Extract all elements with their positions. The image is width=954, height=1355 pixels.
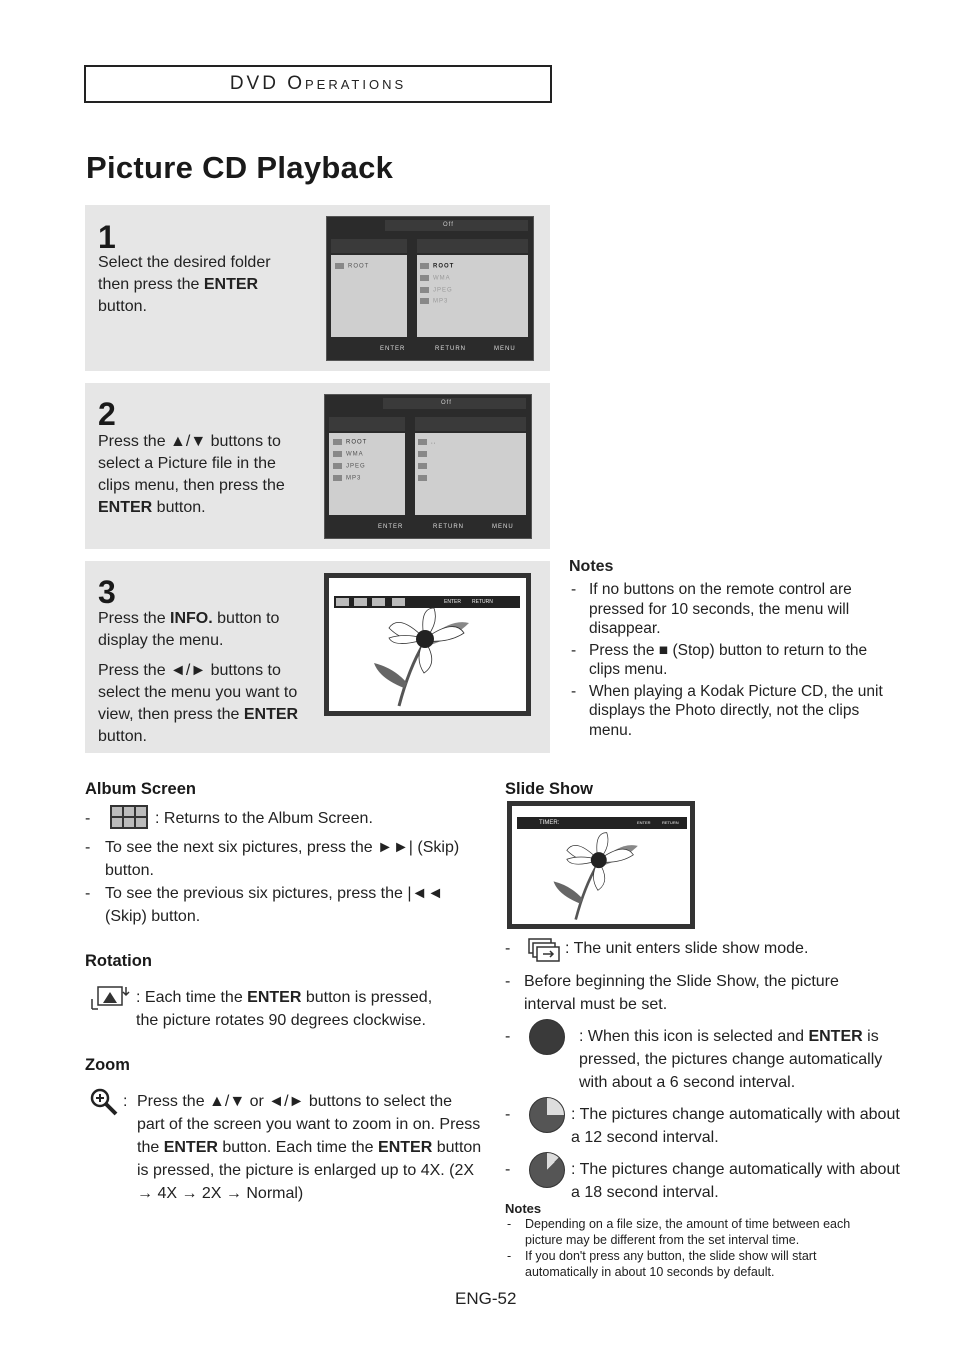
flower-image <box>329 578 526 711</box>
step-1-panel <box>85 205 550 371</box>
page-number: ENG-52 <box>455 1289 517 1308</box>
small-note-item: - Depending on a file size, the amount of time between each picture may be different from the set interval time. <box>505 1216 885 1248</box>
rotation-text: : Each time the ENTER button is pressed, the picture rotates 90 degrees clockwise. <box>136 989 433 1029</box>
step-number: 3 <box>98 574 116 610</box>
osd-root: ROOT <box>348 263 370 270</box>
page-title: Picture CD Playback <box>86 150 394 185</box>
step-3-panel <box>85 561 550 753</box>
step-number: 1 <box>98 219 116 255</box>
section-header <box>84 65 552 103</box>
osd-clips-menu: Off ROOT WMA JPEG MP3 .. ENTER RETURN MENU <box>324 394 532 539</box>
step-number: 2 <box>98 396 116 432</box>
step-text: Select the desired folder then press the ENTER button. <box>98 254 271 315</box>
slide-item-4: - : The pictures change automatically with about a 12 second interval. <box>505 1103 900 1149</box>
notes-section <box>569 558 899 742</box>
flower-image <box>512 806 690 924</box>
picture-preview <box>324 573 531 716</box>
slide-item-5: - : The pictures change automatically with about a 18 second interval. <box>505 1158 900 1204</box>
slide-show-title: Slide Show <box>505 780 594 798</box>
notes-title: Notes <box>569 558 614 575</box>
album-screen-title: Album Screen <box>85 780 196 798</box>
note-item: - Press the ■ (Stop) button to return to the clips menu. <box>569 641 899 680</box>
slide-item-3: - : When this icon is selected and ENTER is pressed, the pictures change automatically with about a 6 second interval. <box>505 1025 900 1094</box>
album-item-2: - To see the next six pictures, press the ►►| (Skip) button. <box>85 839 460 879</box>
album-item-3: - To see the previous six pictures, press the |◄◄ (Skip) button. <box>85 885 444 925</box>
small-notes-title: Notes <box>505 1201 542 1216</box>
rotate-icon <box>90 983 132 1011</box>
slide-show-toolbar: TIMER: ENTER RETURN <box>517 817 687 829</box>
zoom-title: Zoom <box>85 1056 130 1074</box>
section-title: DVD Operations <box>229 73 407 94</box>
zoom-icon <box>89 1088 119 1116</box>
rotation-title: Rotation <box>85 952 152 970</box>
note-item: - If no buttons on the remote control are pressed for 10 seconds, the menu will disappear. <box>569 580 899 639</box>
step-2-panel <box>85 383 550 549</box>
small-note-item: - If you don't press any button, the slide show will start automatically in about 10 seconds by default. <box>505 1248 885 1280</box>
step-text: Press the INFO. button to display the menu. Press the ◄/► buttons to select the menu you want to view, then press the ENTER button. <box>98 610 299 745</box>
slide-item-2: - Before beginning the Slide Show, the picture interval must be set. <box>505 973 839 1013</box>
timer-6s-icon <box>529 1019 565 1055</box>
step-text: Press the ▲/▼ buttons to select a Picture file in the clips menu, then press the ENTER button. <box>98 433 285 516</box>
zoom-colon: : <box>123 1093 128 1110</box>
album-grid-icon <box>110 805 148 829</box>
picture-toolbar: ENTER RETURN <box>334 596 520 608</box>
slide-show-notes <box>505 1201 885 1280</box>
slide-show-icon <box>527 937 563 970</box>
timer-18s-icon <box>529 1152 565 1188</box>
slide-show-preview <box>507 801 695 929</box>
osd-status: Off <box>443 222 454 228</box>
timer-12s-icon <box>529 1097 565 1133</box>
note-item: - When playing a Kodak Picture CD, the unit displays the Photo directly, not the clips menu. <box>569 682 899 741</box>
zoom-text: Press the ▲/▼ or ◄/► buttons to select the part of the screen you want to zoom in on. Press the ENTER button. Each time the ENTER button is pressed, the picture is enlarged up to 4X. (2X → 4X → 2X → Normal) <box>137 1093 482 1202</box>
osd-folder-menu: Off ROOT ROOT WMA JPEG MP3 ENTER RETURN MENU <box>326 216 534 361</box>
